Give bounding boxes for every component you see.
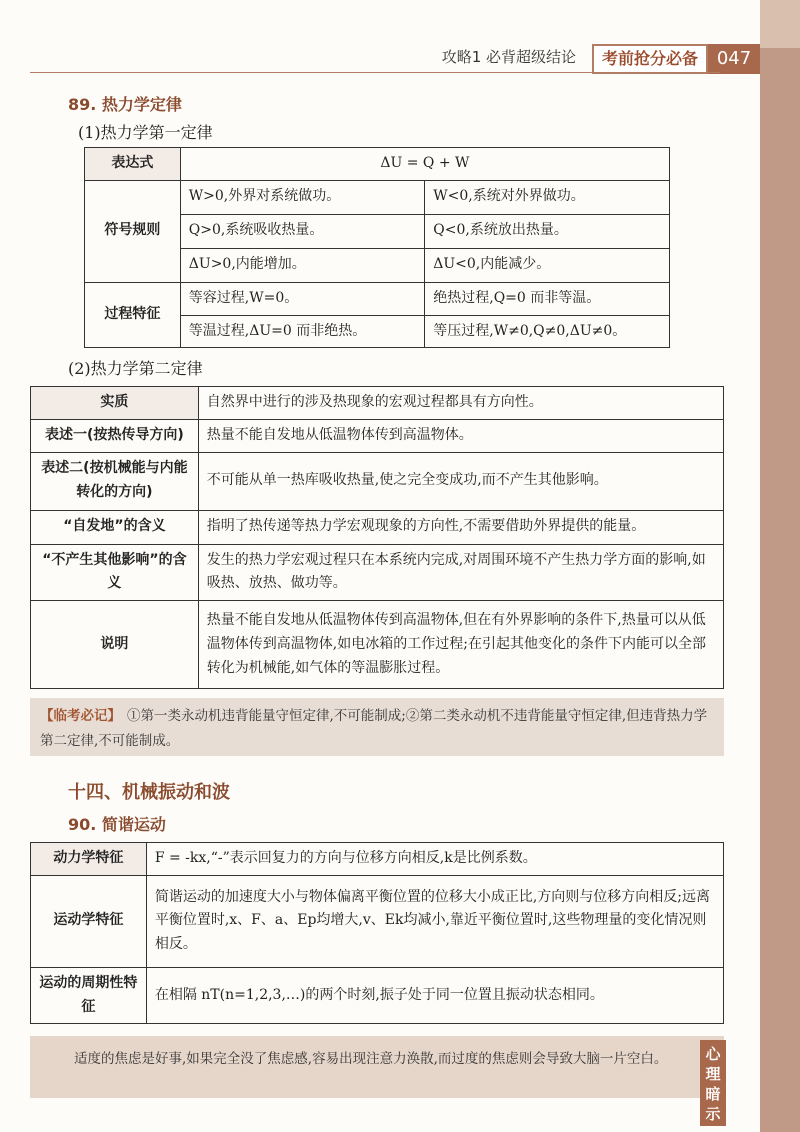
dynamics-label: 动力学特征 — [31, 843, 147, 876]
dynamics-text: F = -kx,“-”表示回复力的方向与位移方向相反,k是比例系数。 — [146, 843, 723, 876]
sign-row-left: ΔU>0,内能增加。 — [180, 248, 424, 282]
process-row-right: 绝热过程,Q=0 而非等温。 — [425, 282, 670, 315]
chapter-14-title: 十四、机械振动和波 — [68, 782, 230, 803]
periodicity-label: 运动的周期性特征 — [31, 967, 147, 1024]
page-header — [0, 44, 760, 72]
section-89-title: 89. 热力学定律 — [68, 95, 182, 114]
expression-value: ΔU = Q + W — [180, 148, 669, 181]
no-other-effects-label: “不产生其他影响”的含义 — [31, 544, 199, 601]
sign-rule-label: 符号规则 — [85, 180, 181, 282]
shm-table — [30, 842, 724, 1024]
process-label: 过程特征 — [85, 282, 181, 348]
kinematics-label: 运动学特征 — [31, 875, 147, 967]
periodicity-text: 在相隔 nT(n=1,2,3,…)的两个时刻,振子处于同一位置且振动状态相同。 — [146, 967, 723, 1024]
kinematics-text: 简谐运动的加速度大小与物体偏离平衡位置的位移大小成正比,方向则与位移方向相反;远离平衡位置时,x、F、a、Ep均增大,v、Ek均减小,靠近平衡位置时,这些物理量的变化情况则相反。 — [146, 875, 723, 967]
process-row-right: 等压过程,W≠0,Q≠0,ΔU≠0。 — [425, 315, 670, 348]
essence-text: 自然界中进行的涉及热现象的宏观过程都具有方向性。 — [198, 387, 723, 420]
header-divider — [30, 72, 720, 73]
page-number: 047 — [708, 44, 760, 74]
process-row-left: 等温过程,ΔU=0 而非绝热。 — [180, 315, 424, 348]
side-band-top — [760, 0, 800, 48]
strategy-label: 攻略1 必背超级结论 — [441, 48, 576, 66]
section-90-title: 90. 简谐运动 — [68, 815, 166, 834]
second-law-table — [30, 386, 724, 689]
expression-label: 表达式 — [85, 148, 181, 181]
essence-label: 实质 — [31, 387, 199, 420]
explanation-text: 热量不能自发地从低温物体传到高温物体,但在有外界影响的条件下,热量可以从低温物体传到高温物体,如电冰箱的工作过程;在引起其他变化的条件下内能可以全部转化为机械能,如气体的等温膨胀过程。 — [198, 601, 723, 689]
explanation-label: 说明 — [31, 601, 199, 689]
sign-row-left: Q>0,系统吸收热量。 — [180, 214, 424, 248]
side-band — [760, 0, 800, 1132]
second-law-heading: (2)热力学第二定律 — [68, 359, 203, 378]
statement-two-label: 表述二(按机械能与内能转化的方向) — [31, 452, 199, 510]
sign-row-right: Q<0,系统放出热量。 — [425, 214, 670, 248]
statement-one-label: 表述一(按热传导方向) — [31, 419, 199, 452]
exam-note-tag: 【临考必记】 — [40, 708, 121, 724]
spontaneous-label: “自发地”的含义 — [31, 510, 199, 544]
statement-two-text: 不可能从单一热库吸收热量,使之完全变成功,而不产生其他影响。 — [198, 452, 723, 510]
footer-tip-text: 适度的焦虑是好事,如果完全没了焦虑感,容易出现注意力涣散,而过度的焦虑则会导致大脑一片空白。 — [74, 1051, 668, 1067]
exam-note-box — [30, 698, 724, 756]
footer-tab: 心理暗示 — [700, 1040, 726, 1126]
statement-one-text: 热量不能自发地从低温物体传到高温物体。 — [198, 419, 723, 452]
exam-note-text: ①第一类永动机违背能量守恒定律,不可能制成;②第二类永动机不违背能量守恒定律,但违背热力学第二定律,不可能制成。 — [40, 708, 708, 749]
sign-row-right: W<0,系统对外界做功。 — [425, 180, 670, 214]
no-other-effects-text: 发生的热力学宏观过程只在本系统内完成,对周围环境不产生热力学方面的影响,如吸热、放热、做功等。 — [198, 544, 723, 601]
sign-row-left: W>0,外界对系统做功。 — [180, 180, 424, 214]
sign-row-right: ΔU<0,内能减少。 — [425, 248, 670, 282]
footer-tip-box — [30, 1036, 724, 1098]
spontaneous-text: 指明了热传递等热力学宏观现象的方向性,不需要借助外界提供的能量。 — [198, 510, 723, 544]
first-law-heading: (1)热力学第一定律 — [78, 123, 213, 142]
process-row-left: 等容过程,W=0。 — [180, 282, 424, 315]
first-law-table — [84, 147, 670, 348]
brand-label: 考前抢分必备 — [592, 44, 708, 74]
